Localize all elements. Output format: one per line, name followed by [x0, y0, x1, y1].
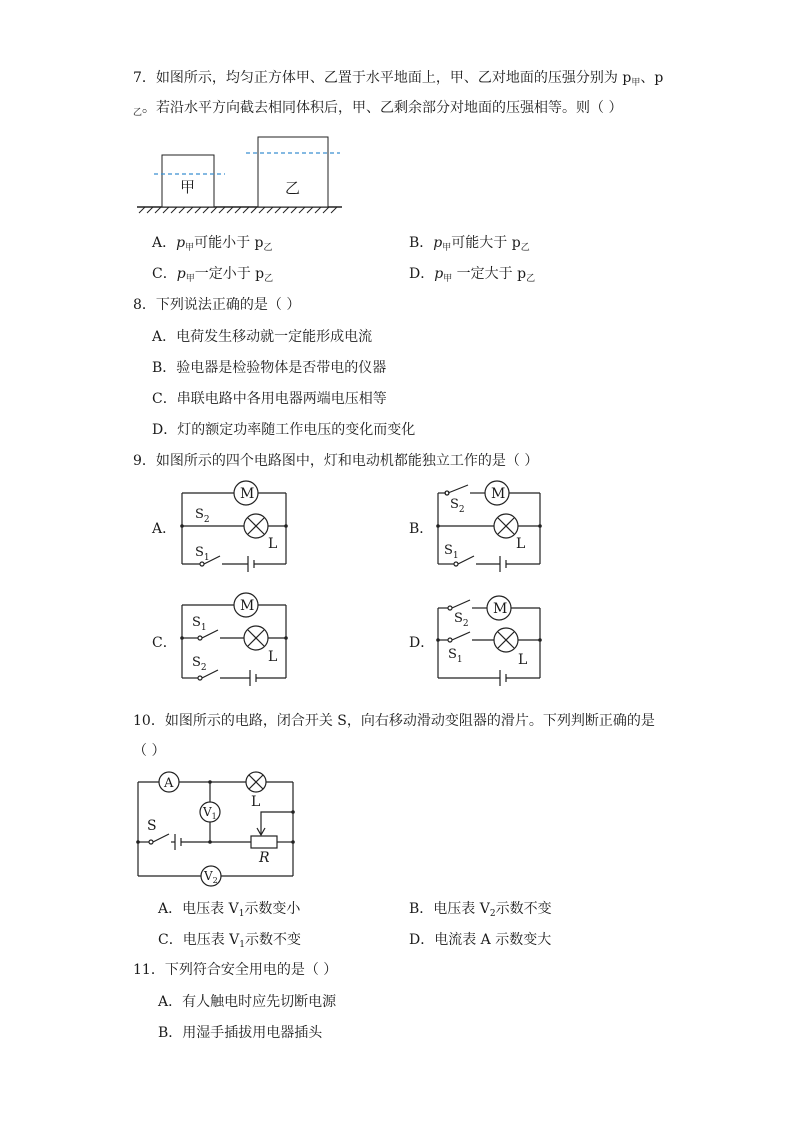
svg-text:S2: $S_2$: [450, 497, 465, 515]
svg-text:M: M: [491, 486, 506, 502]
q7-option-d[interactable]: D．$p_甲$ 一定大于 $p_乙$: [409, 266, 536, 284]
q10-option-c[interactable]: C．电压表 $V_1$示数不变: [158, 932, 302, 950]
svg-text:L: L: [518, 652, 528, 668]
svg-text:M: M: [240, 598, 255, 614]
q9-option-b-label[interactable]: B．: [409, 521, 434, 537]
q9-circuit-b: [434, 480, 549, 580]
svg-text:S1: $S_1$: [448, 647, 463, 665]
q11-option-b[interactable]: B．用湿手插拔用电器插头: [158, 1025, 323, 1041]
q9-option-a-label[interactable]: A．: [152, 521, 177, 537]
q7-option-a[interactable]: A．$p_甲$可能小于 $p_乙$: [152, 235, 273, 253]
q8-option-b[interactable]: B．验电器是检验物体是否带电的仪器: [152, 360, 387, 376]
q10-stem-paren: （ ）: [133, 743, 166, 759]
svg-text:A: A: [164, 776, 174, 791]
q7-option-b[interactable]: B．$p_甲$可能大于 $p_乙$: [409, 235, 530, 253]
svg-text:L: L: [268, 649, 278, 665]
svg-text:L: L: [251, 794, 261, 810]
q10-option-a[interactable]: A．电压表 $V_1$示数变小: [158, 901, 301, 919]
svg-text:S: S: [147, 818, 157, 834]
svg-text:L: L: [268, 536, 278, 552]
q7-option-c[interactable]: C．$p_甲$一定小于 $p_乙$: [152, 266, 274, 284]
q9-stem: 9．如图所示的四个电路图中，灯和电动机都能独立工作的是（ ）: [133, 453, 539, 469]
q7-stem-line1: 7．如图所示，均匀正方体甲、乙置于水平地面上，甲、乙对地面的压强分别为 $p_甲$、p: [133, 70, 664, 88]
q9-circuit-a: [178, 480, 293, 580]
q8-option-c[interactable]: C．串联电路中各用电器两端电压相等: [152, 391, 387, 407]
label-jia: 甲: [180, 178, 196, 196]
svg-text:S1: $S_1$: [195, 545, 210, 563]
q9-circuit-d: [434, 592, 549, 692]
svg-text:R: R: [259, 850, 270, 866]
svg-text:V2: $V_2$: [204, 869, 218, 885]
q8-option-a[interactable]: A．电荷发生移动就一定能形成电流: [152, 329, 373, 345]
svg-text:S1: $S_1$: [444, 543, 459, 561]
svg-text:S1: $S_1$: [192, 615, 207, 633]
svg-text:V1: $V_1$: [203, 805, 217, 821]
q10-option-b[interactable]: B．电压表 $V_2$示数不变: [409, 901, 552, 919]
q9-circuit-c: [178, 592, 293, 692]
q11-stem: 11．下列符合安全用电的是（ ）: [133, 962, 338, 978]
q10-stem: 10．如图所示的电路，闭合开关 S，向右移动滑动变阻器的滑片。下列判断正确的是: [133, 713, 655, 729]
label-yi: 乙: [285, 179, 301, 197]
q7-figure: [137, 133, 347, 218]
q10-option-d[interactable]: D．电流表 A 示数变大: [409, 932, 552, 948]
svg-text:M: M: [493, 601, 508, 617]
svg-text:M: M: [240, 486, 255, 502]
q11-option-a[interactable]: A．有人触电时应先切断电源: [158, 994, 337, 1010]
q8-stem: 8．下列说法正确的是（ ）: [133, 297, 301, 313]
svg-text:S2: $S_2$: [454, 611, 469, 629]
q9-option-d-label[interactable]: D．: [409, 635, 435, 651]
q10-circuit: [133, 768, 303, 892]
q9-option-c-label[interactable]: C．: [152, 635, 177, 651]
svg-text:S2: $S_2$: [192, 655, 207, 673]
q8-option-d[interactable]: D．灯的额定功率随工作电压的变化而变化: [152, 422, 416, 438]
svg-text:L: L: [516, 536, 526, 552]
svg-text:S2: $S_2$: [195, 507, 210, 525]
q7-stem-line2: $_乙$。若沿水平方向截去相同体积后，甲、乙剩余部分对地面的压强相等。则（ ）: [133, 100, 623, 118]
